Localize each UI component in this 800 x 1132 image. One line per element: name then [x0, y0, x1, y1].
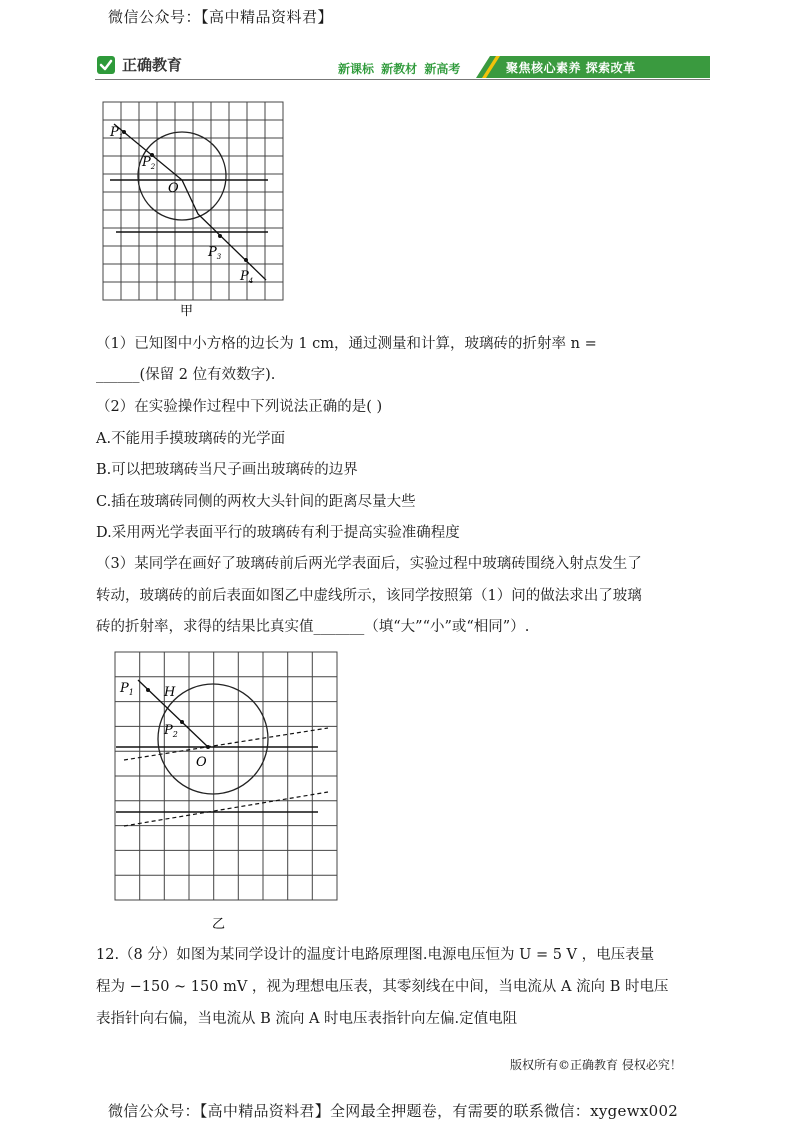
header-wechat-text: 微信公众号：【高中精品资料君】	[108, 8, 334, 26]
label-o: O	[168, 181, 179, 196]
question-12-line1: 12.（8 分）如图为某同学设计的温度计电路原理图.电源电压恒为 U = 5 V ，电压表量	[96, 947, 655, 963]
header-divider	[95, 79, 710, 80]
question-3-line3: 砖的折射率，求得的结果比真实值_______（填“大”“小”或“相同”）.	[96, 619, 530, 635]
banner-text: 聚焦核心素养 探索改革	[506, 61, 636, 75]
option-c: C.插在玻璃砖同侧的两枚大头针间的距离尽量大些	[96, 494, 416, 510]
footer-wechat-text: 微信公众号：【高中精品资料君】全网最全押题卷，有需要的联系微信：xygewx002	[108, 1102, 679, 1120]
label-p4: $P_4$	[240, 269, 254, 285]
option-d: D.采用两光学表面平行的玻璃砖有利于提高实验准确程度	[96, 525, 460, 541]
figure-caption-jia: 甲	[180, 304, 194, 318]
figure-yi	[108, 646, 344, 936]
option-b: B.可以把玻璃砖当尺子画出玻璃砖的边界	[96, 462, 358, 478]
question-12-line3: 表指针向右偏，当电流从 B 流向 A 时电压表指针向左偏.定值电阻	[96, 1011, 518, 1027]
question-2: （2）在实验操作过程中下列说法正确的是( )	[96, 399, 383, 415]
question-12-line2: 程为 −150 ~ 150 mV ，视为理想电压表，其零刻线在中间，当电流从 A 流向 B 时电压	[96, 979, 669, 995]
label-h: H	[164, 685, 176, 700]
question-3-line1: （3）某同学在画好了玻璃砖前后两光学表面后，实验过程中玻璃砖围绕入射点发生了	[96, 556, 642, 572]
label-o: O	[196, 755, 207, 770]
header-tags: 新课标 新教材 新高考	[338, 62, 461, 76]
label-p2: $P_2$	[142, 155, 156, 171]
question-1-line1: （1）已知图中小方格的边长为 1 cm，通过测量和计算，玻璃砖的折射率 n =	[96, 336, 597, 352]
brand-name: 正确教育	[122, 56, 183, 74]
check-icon	[96, 55, 116, 75]
figure-jia	[96, 96, 296, 318]
label-p2: $P_2$	[164, 723, 178, 739]
option-a: A.不能用手摸玻璃砖的光学面	[96, 431, 286, 447]
question-1-line2: ______(保留 2 位有效数字).	[96, 367, 276, 383]
label-p1: $P_1$	[120, 681, 134, 697]
label-p1: $P_1$	[110, 125, 124, 141]
label-p3: $P_3$	[208, 245, 222, 261]
footer-copyright: 版权所有©正确教育 侵权必究！	[510, 1058, 682, 1072]
figure-caption-yi: 乙	[212, 917, 226, 932]
header-banner	[476, 56, 710, 78]
question-3-line2: 转动，玻璃砖的前后表面如图乙中虚线所示，该同学按照第（1）问的做法求出了玻璃	[96, 588, 642, 604]
brand-logo	[96, 54, 182, 75]
